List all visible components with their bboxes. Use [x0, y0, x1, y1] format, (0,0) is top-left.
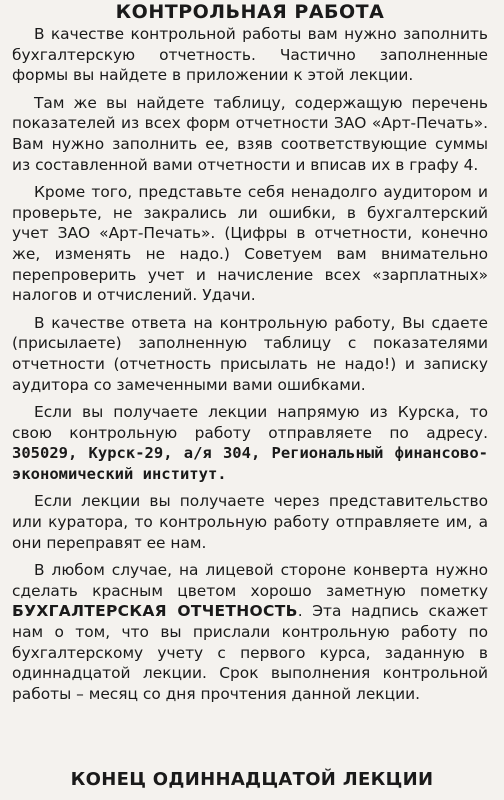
paragraph-representative: Если лекции вы получаете через представительство или куратора, то контрольную работу отправляете им, а они переправят ее нам.: [12, 492, 488, 552]
paragraph-answer: В качестве ответа на контрольную работу, Вы сдаете (присылаете) заполненную таблицу с показателями отчетности (отчетность присылать не надо!) и записку аудитора со замеченными вами ошибками.: [12, 313, 488, 394]
address-intro: Если вы получаете лекции напрямую из Курска, то свою контрольную работу отправляете по адресу.: [12, 403, 488, 442]
paragraph-address: [12, 402, 488, 484]
paragraph-table: Там же вы найдете таблицу, содержащую перечень показателей из всех форм отчетности ЗАО «Арт-Печать». Вам нужно заполнить ее, взяв соответствующие суммы из составленной вами отчетности и вписав их в графу 4.: [12, 93, 488, 174]
envelope-text-after: . Эта надпись скажет нам о том, что вы прислали контрольную работу по бухгалтерскому учету с первого курса, заданную в одиннадцатой лекции. Срок выполнения контрольной работы – месяц со дня прочтения данной лекции.: [12, 602, 489, 703]
paragraph-auditor: Кроме того, представьте себя ненадолго аудитором и проверьте, не закрались ли ошибки, в бухгалтерский учет ЗАО «Арт-Печать». (Цифры в отчетности, конечно же, изменять не надо.) Советуем вам внимательно перепроверить учет и начисление всех «зарплатных» налогов и отчислений. Удачи.: [12, 183, 488, 305]
paragraph-assignment: В качестве контрольной работы вам нужно заполнить бухгалтерскую отчетность. Частично заполненные формы вы найдете в приложении к этой лекции.: [12, 25, 488, 85]
postal-address: 305029, Курск-29, а/я 304, Региональный финансово-экономический институт.: [12, 444, 488, 483]
envelope-mark: БУХГАЛТЕРСКАЯ ОТЧЕТНОСТЬ: [12, 602, 298, 621]
page-title: КОНТРОЛЬНАЯ РАБОТА: [115, 1, 385, 23]
paragraph-envelope: [12, 560, 488, 704]
end-heading: КОНЕЦ ОДИННАДЦАТОЙ ЛЕКЦИИ: [70, 769, 434, 790]
envelope-text-before: В любом случае, на лицевой стороне конверта нужно сделать красным цветом хорошо заметную пометку: [12, 561, 488, 600]
